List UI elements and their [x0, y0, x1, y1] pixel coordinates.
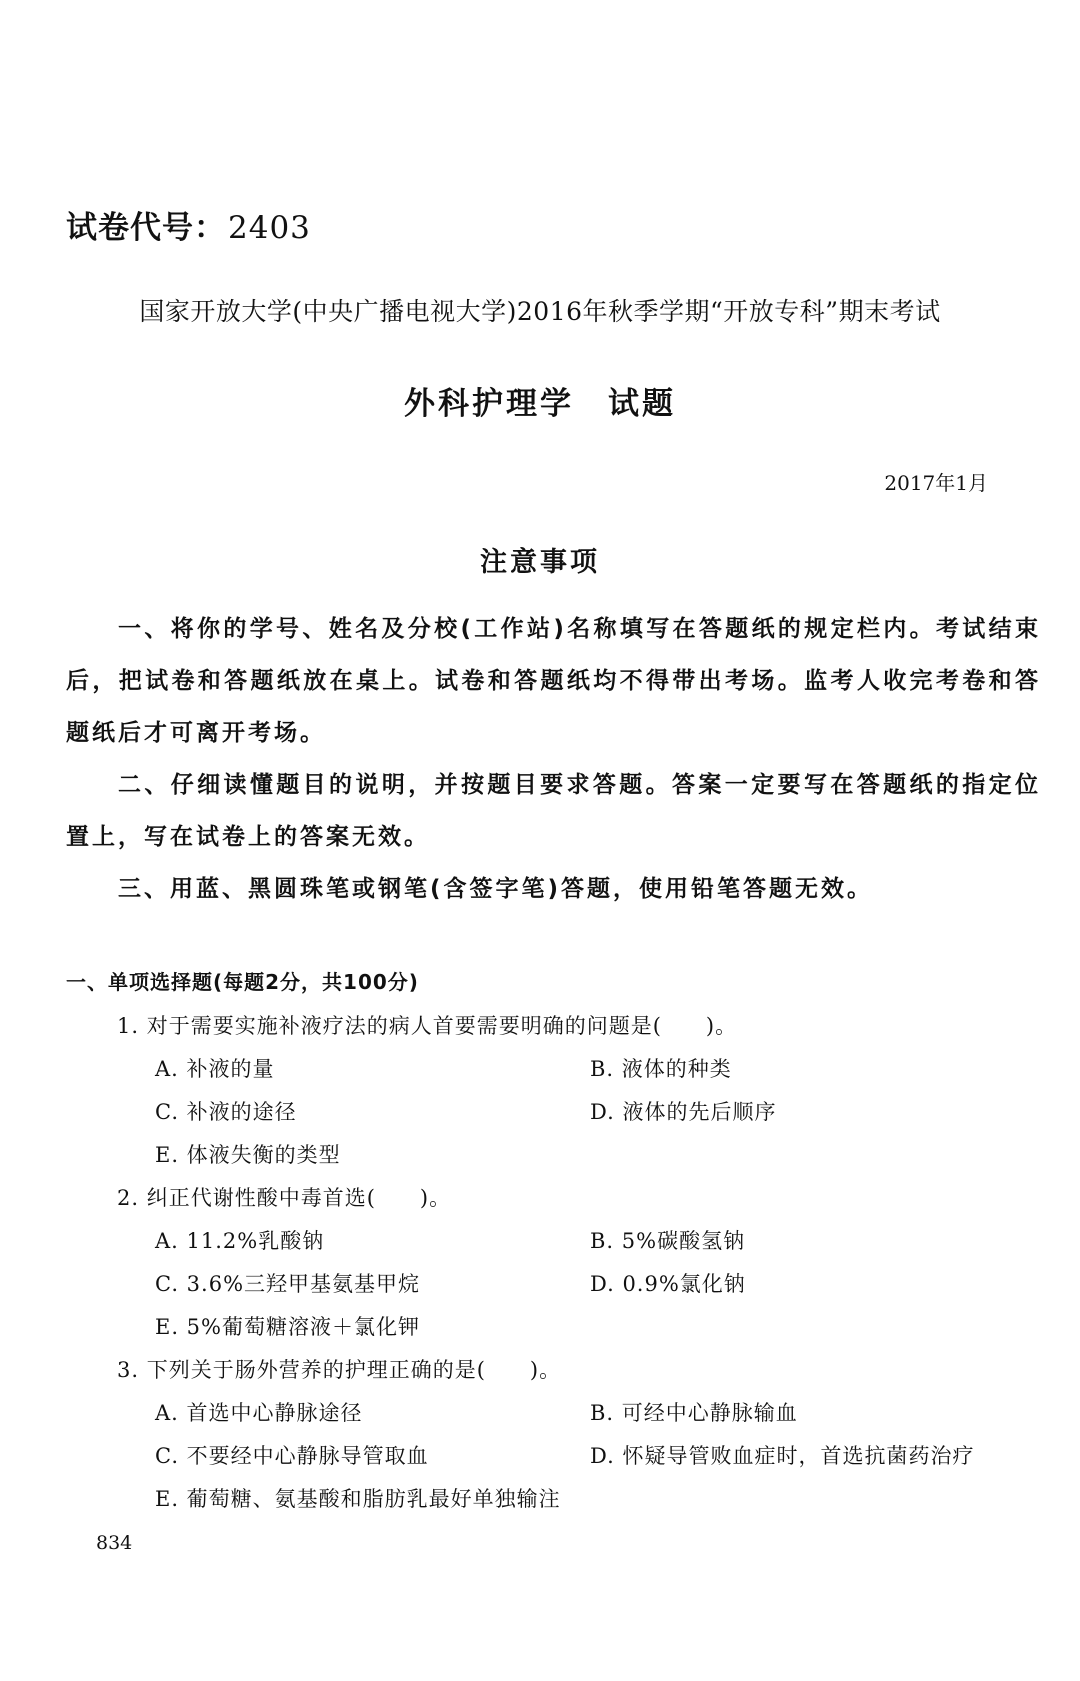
exam-code-label: 试卷代号：: [66, 210, 226, 246]
question-1-stem-row: [0, 1010, 1080, 1053]
option-e: E. 葡萄糖、氨基酸和脂肪乳最好单独输注: [155, 1487, 561, 1511]
question-list: [0, 1010, 1080, 1526]
option-a: A. 首选中心静脉途径: [155, 1401, 363, 1425]
question-2-option-row: [0, 1268, 1080, 1311]
section-heading: 一、单项选择题(每题2分，共100分): [66, 970, 419, 994]
option-c: C. 补液的途径: [155, 1100, 297, 1124]
option-d: D. 0.9%氯化钠: [590, 1272, 746, 1296]
question-stem: 1. 对于需要实施补液疗法的病人首要需要明确的问题是( )。: [117, 1014, 738, 1038]
question-1-option-row: [0, 1139, 1080, 1182]
question-1-option-row: [0, 1053, 1080, 1096]
question-2-option-row: [0, 1311, 1080, 1354]
option-c: C. 3.6%三羟甲基氨基甲烷: [155, 1272, 421, 1296]
notice-item: 二、仔细读懂题目的说明，并按题目要求答题。答案一定要写在答题纸的指定位置上，写在试卷上的答案无效。: [66, 772, 1041, 850]
exam-title: 外科护理学 试题: [404, 386, 676, 422]
option-b: B. 5%碳酸氢钠: [590, 1229, 746, 1253]
exam-code: [66, 202, 311, 247]
option-a: A. 补液的量: [155, 1057, 275, 1081]
option-a: A. 11.2%乳酸钠: [155, 1229, 325, 1253]
exam-header: 国家开放大学(中央广播电视大学)2016年秋季学期“开放专科”期末考试: [139, 297, 941, 326]
notice-heading: 注意事项: [480, 547, 600, 578]
question-3-option-row: [0, 1440, 1080, 1483]
option-c: C. 不要经中心静脉导管取血: [155, 1444, 429, 1468]
exam-date: 2017年1月: [884, 471, 988, 495]
notice-item: 一、将你的学号、姓名及分校(工作站)名称填写在答题纸的规定栏内。考试结束后，把试卷和答题纸放在桌上。试卷和答题纸均不得带出考场。监考人收完考卷和答题纸后才可离开考场。: [66, 616, 1041, 746]
option-d: D. 液体的先后顺序: [590, 1100, 777, 1124]
exam-code-value: 2403: [228, 210, 311, 246]
option-e: E. 5%葡萄糖溶液＋氯化钾: [155, 1315, 420, 1339]
question-3-option-row: [0, 1397, 1080, 1440]
question-2-stem-row: [0, 1182, 1080, 1225]
notice-item: 三、用蓝、黑圆珠笔或钢笔(含签字笔)答题，使用铅笔答题无效。: [118, 876, 874, 902]
question-stem: 2. 纠正代谢性酸中毒首选( )。: [117, 1186, 452, 1210]
notice-list: [66, 603, 1041, 915]
question-stem: 3. 下列关于肠外营养的护理正确的是( )。: [117, 1358, 562, 1382]
option-d: D. 怀疑导管败血症时，首选抗菌药治疗: [590, 1444, 975, 1468]
page-number: 834: [96, 1532, 133, 1554]
question-3-stem-row: [0, 1354, 1080, 1397]
question-2-option-row: [0, 1225, 1080, 1268]
option-e: E. 体液失衡的类型: [155, 1143, 341, 1167]
option-b: B. 可经中心静脉输血: [590, 1401, 798, 1425]
option-b: B. 液体的种类: [590, 1057, 732, 1081]
question-1-option-row: [0, 1096, 1080, 1139]
question-3-option-row: [0, 1483, 1080, 1526]
